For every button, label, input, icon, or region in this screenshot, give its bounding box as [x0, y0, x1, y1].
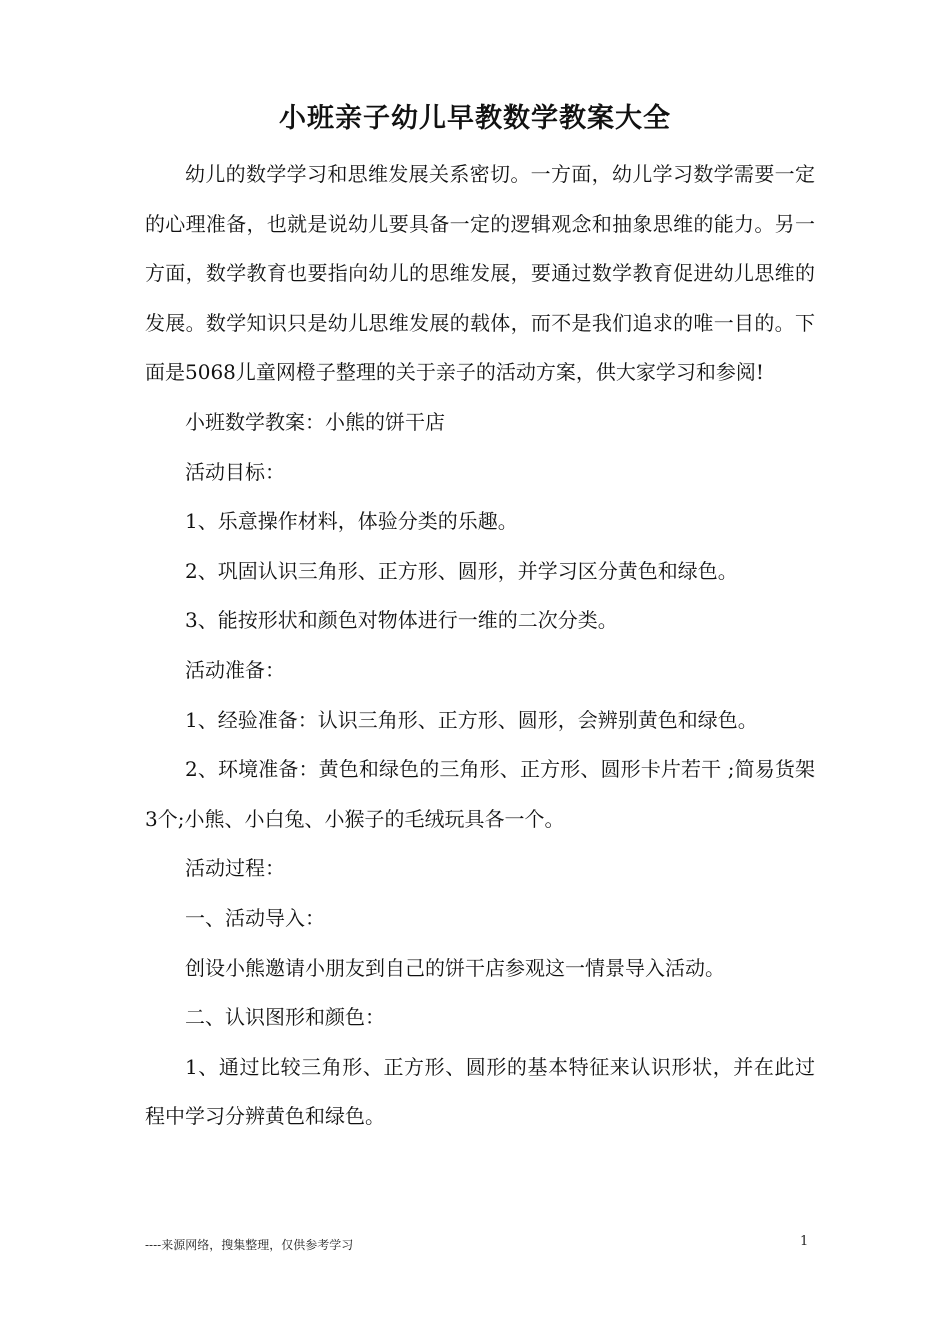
preparation-item-2: 2、环境准备：黄色和绿色的三角形、正方形、圆形卡片若干 ;简易货架3个;小熊、小白兔、小猴子的毛绒玩具各一个。 — [145, 757, 815, 831]
section-heading-preparation: 活动准备： — [185, 657, 285, 682]
page-number: 1 — [800, 1234, 809, 1249]
process-step-text-2: 1、通过比较三角形、正方形、圆形的基本特征来认识形状，并在此过程中学习分辨黄色和绿色。 — [145, 1054, 815, 1129]
preparation-item-1: 1、经验准备：认识三角形、正方形、圆形，会辨别黄色和绿色。 — [185, 707, 758, 732]
goal-item-1: 1、乐意操作材料，体验分类的乐趣。 — [185, 509, 518, 534]
document-body — [145, 150, 815, 1142]
document-title: 小班亲子幼儿早教数学教案大全 — [279, 103, 671, 134]
section-heading-process: 活动过程： — [185, 856, 285, 881]
lesson-title-paragraph: 小班数学教案：小熊的饼干店 — [185, 409, 445, 434]
section-heading-goals: 活动目标： — [185, 459, 285, 484]
goal-item-2: 2、巩固认识三角形、正方形、圆形，并学习区分黄色和绿色。 — [185, 558, 738, 583]
process-step-heading-1: 一、活动导入： — [185, 905, 325, 930]
intro-paragraph: 幼儿的数学学习和思维发展关系密切。一方面，幼儿学习数学需要一定的心理准备，也就是说幼儿要具备一定的逻辑观念和抽象思维的能力。另一方面，数学教育也要指向幼儿的思维发展，要通过数学教育促进幼儿思维的发展。数学知识只是幼儿思维发展的载体，而不是我们追求的唯一目的。下面是5068儿童网橙子整理的关于亲子的活动方案，供大家学习和参阅! — [145, 162, 815, 385]
goal-item-3: 3、能按形状和颜色对物体进行一维的二次分类。 — [185, 608, 618, 633]
process-step-text-1: 创设小熊邀请小朋友到自己的饼干店参观这一情景导入活动。 — [185, 955, 725, 980]
footer-source-note: ----来源网络，搜集整理，仅供参考学习 — [145, 1238, 354, 1252]
process-step-heading-2: 二、认识图形和颜色： — [185, 1005, 385, 1030]
